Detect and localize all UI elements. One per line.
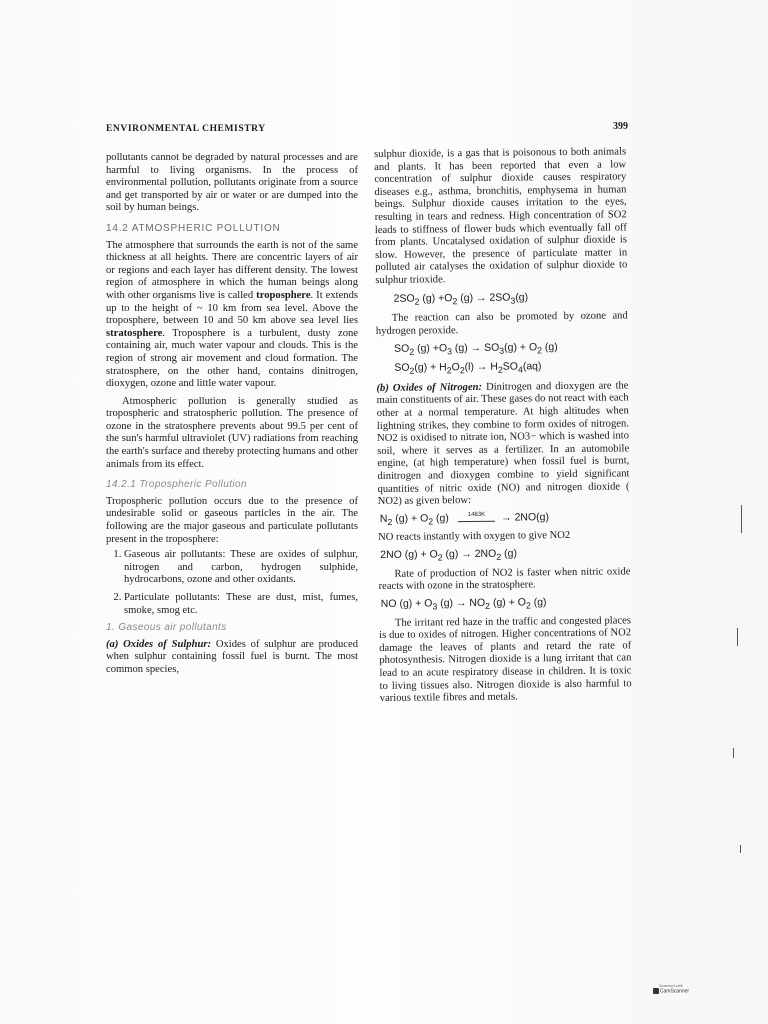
- margin-mark: [733, 748, 734, 758]
- equation-so2-peroxide: $SO_2(g) + H_2O_2(l) \to H_2SO_4(aq)$: [394, 360, 542, 376]
- margin-mark: [737, 628, 738, 646]
- paragraph-oxides-sulphur: (a) Oxides of Sulphur: Oxides of sulphur are produced when sulphur containing fossil fuel is burnt. The most common species,: [106, 638, 358, 675]
- equation-so2-oxidation: $2SO_2$ $(g) +O_2$ $(g) \to 2SO_3(g)$: [393, 290, 529, 307]
- paragraph-promoted: The reaction can also be promoted by ozone and hydrogen peroxide.: [375, 310, 628, 337]
- paragraph-atmosphere: The atmosphere that surrounds the earth is not of the same thickness at all heights. There are concentric layers of air or regions and each layer has different density. The lowest region of atmosphere in which the human beings along with other organisms live is called troposphere. It extends up to the height of ~ 10 km from sea level. Above the troposphere, between 10 and 50 km above sea level lies stratosphere. Troposphere is a turbulent, dusty zone containing air, much water vapour and clouds. This is the region of strong air movement and cloud formation. The stratosphere, on the other hand, contains dinitrogen, dioxygen, ozone and little water vapour.: [106, 239, 358, 390]
- section-heading-atmospheric-pollution: 14.2 ATMOSPHERIC POLLUTION: [106, 222, 281, 234]
- term-troposphere: troposphere: [256, 289, 311, 301]
- camscanner-logo-icon: [653, 988, 659, 994]
- paragraph-no-reacts: NO reacts instantly with oxygen to give NO2: [378, 530, 571, 544]
- paragraph-sulphur-dioxide: sulphur dioxide, is a gas that is poisonous to both animals and plants. It has been reported that even a low concentration of sulphur dioxide causes respiratory diseases e.g., asthma, bronchitis, emphysema in human beings. Sulphur dioxide causes irritation to the eyes, resulting in tears and redness. High concentration of SO2 leads to stiffness of flower buds which eventually fall off from plants. Uncatalysed oxidation of sulphur dioxide is slow. However, the presence of particulate matter in polluted air catalyses the oxidation of sulphur dioxide to sulphur trioxide.: [374, 146, 628, 286]
- paragraph-tropospheric: Tropospheric pollution occurs due to the presence of undesirable solid or gaseous particles in the air. The following are the major gaseous and particulate pollutants present in the troposphere:: [106, 495, 358, 545]
- right-column: [374, 146, 632, 705]
- pollutant-list: [106, 549, 358, 617]
- list-item-gaseous: 1. Gaseous air pollutants: These are oxides of sulphur, nitrogen and carbon, hydrogen sulphide, hydrocarbons, ozone and other oxidants.: [124, 549, 358, 587]
- equation-so2-ozone: $SO_2$ $(g) +O_3$ $(g) \to SO_3(g) + O_2$ (g): [394, 341, 558, 358]
- lead-oxides-of-sulphur: (a) Oxides of Sulphur:: [106, 638, 212, 650]
- paragraph-rate: Rate of production of NO2 is faster when nitric oxide reacts with ozone in the stratosphere.: [378, 566, 631, 593]
- equation-no-ozone: NO $(g) + O_3$ $(g) \to NO_2$ $(g) + O_2$ (g): [380, 596, 547, 612]
- paragraph-oxides-nitrogen: (b) Oxides of Nitrogen: Dinitrogen and dioxygen are the main constituents of air. These gases do not react with each other at a normal temperature. At high altitudes when lightning strikes, they combine to form oxides of nitrogen. NO2 is oxidised to nitrate ion, NO3− which is washed into soil, where it serves as a fertilizer. In an automobile engine, (at high temperature) when fossil fuel is burnt, dinitrogen and dioxygen combine to yield significant quantities of nitric oxide (NO) and nitrogen dioxide ( NO2) as given below:: [376, 380, 630, 508]
- running-head: ENVIRONMENTAL CHEMISTRY: [106, 124, 266, 134]
- subheading-gaseous-air-pollutants: 1. Gaseous air pollutants: [106, 622, 227, 634]
- equation-no-formation: $N_2$ $(g) + O_2$ (g) 1483K → 2NO(g): [378, 510, 630, 528]
- reaction-condition: 1483K: [458, 508, 495, 522]
- equation-no-oxygen: 2NO $(g) + O_2$ $(g) \to 2NO_2$ (g): [380, 547, 517, 563]
- lead-oxides-of-nitrogen: (b) Oxides of Nitrogen:: [376, 381, 483, 394]
- paragraph-red-haze: The irritant red haze in the traffic and congested places is due to oxides of nitrogen. Higher concentrations of NO2 damage the leaves of plants and retard the rate of photosynthesis. Nitrogen dioxide is a lung irritant that can lead to an acute respiratory disease in children. It is toxic to living tissues also. Nitrogen dioxide is also harmful to various textile fibres and metals.: [379, 614, 632, 705]
- margin-mark: [741, 505, 742, 533]
- scanner-watermark: [651, 983, 691, 1009]
- paragraph-intro: pollutants cannot be degraded by natural processes and are harmful to living organisms. In the process of environmental pollution, pollutants originate from a source and get transported by air or water or are dumped into the soil by human beings.: [106, 152, 358, 214]
- page-number: 399: [613, 121, 628, 132]
- list-item-particulate: 2. Particulate pollutants: These are dust, mist, fumes, smoke, smog etc.: [124, 592, 358, 617]
- watermark-brand: CamScanner: [659, 988, 690, 995]
- section-heading-tropospheric-pollution: 14.2.1 Tropospheric Pollution: [106, 479, 247, 491]
- margin-mark: [740, 845, 741, 853]
- left-column: [106, 152, 358, 677]
- watermark-caption: Scanned with: [658, 983, 683, 988]
- term-stratosphere: stratosphere: [106, 327, 163, 339]
- paragraph-studied: Atmospheric pollution is generally studied as tropospheric and stratospheric pollution. The presence of ozone in the stratosphere prevents about 99.5 per cent of the sun's harmful ultraviolet (UV) radiations from reaching the earth's surface and thereby protecting humans and other animals from its effect.: [106, 395, 358, 470]
